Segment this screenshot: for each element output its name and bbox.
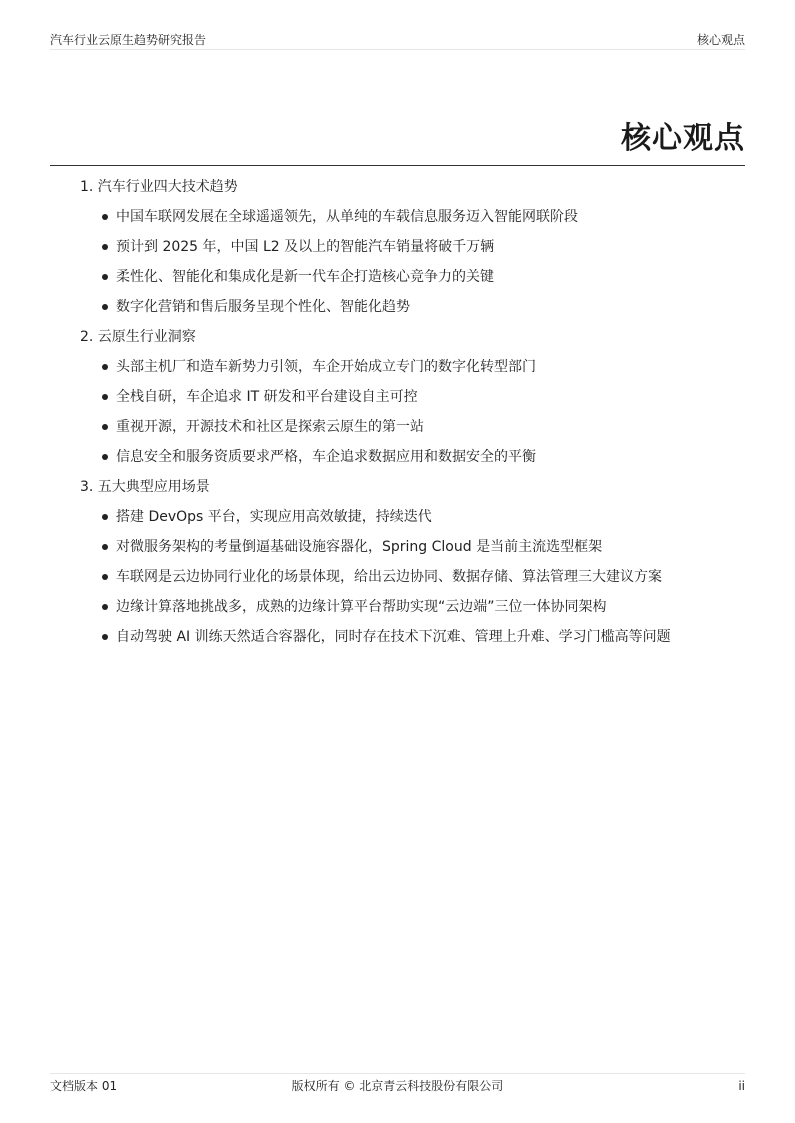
page-header	[50, 31, 745, 49]
bullet-icon	[102, 544, 108, 550]
bullet-icon	[102, 454, 108, 460]
section-cloud-native-insights	[80, 322, 740, 472]
footer-page-number: ii	[738, 1079, 745, 1093]
list-item	[80, 442, 740, 472]
list-item-text: 信息安全和服务资质要求严格，车企追求数据应用和数据安全的平衡	[116, 449, 536, 465]
list-item-text: 全栈自研，车企追求 IT 研发和平台建设自主可控	[116, 389, 418, 405]
bullet-icon	[102, 214, 108, 220]
bullet-list	[80, 352, 740, 472]
bullet-icon	[102, 514, 108, 520]
bullet-list	[80, 202, 740, 322]
bullet-icon	[102, 424, 108, 430]
list-item-text: 柔性化、智能化和集成化是新一代车企打造核心竞争力的关键	[116, 269, 494, 285]
list-item	[80, 232, 740, 262]
bullet-icon	[102, 244, 108, 250]
bullet-icon	[102, 274, 108, 280]
header-divider	[50, 49, 745, 50]
footer-copyright: 版权所有 © 北京青云科技股份有限公司	[291, 1079, 504, 1093]
list-item-text: 中国车联网发展在全球遥遥领先，从单纯的车载信息服务迈入智能网联阶段	[116, 209, 578, 225]
list-item-text: 对微服务架构的考量倒逼基础设施容器化，Spring Cloud 是当前主流选型框架	[116, 539, 603, 555]
list-item	[80, 352, 740, 382]
bullet-list	[80, 502, 740, 652]
list-item-text: 自动驾驶 AI 训练天然适合容器化，同时存在技术下沉难、管理上升难、学习门槛高等问题	[116, 629, 671, 645]
section-heading: 2. 云原生行业洞察	[80, 329, 196, 345]
title-divider	[50, 165, 745, 166]
list-item	[80, 382, 740, 412]
list-item-text: 预计到 2025 年，中国 L2 及以上的智能汽车销量将破千万辆	[116, 239, 495, 255]
list-item-text: 数字化营销和售后服务呈现个性化、智能化趋势	[116, 299, 410, 315]
bullet-icon	[102, 634, 108, 640]
bullet-icon	[102, 574, 108, 580]
bullet-icon	[102, 604, 108, 610]
list-item-text: 边缘计算落地挑战多，成熟的边缘计算平台帮助实现“云边端”三位一体协同架构	[116, 599, 607, 615]
bullet-icon	[102, 304, 108, 310]
section-heading: 3. 五大典型应用场景	[80, 479, 210, 495]
header-section-name: 核心观点	[696, 33, 745, 47]
key-points-content	[80, 172, 740, 652]
list-item	[80, 292, 740, 322]
section-tech-trends	[80, 172, 740, 322]
page-footer	[50, 1077, 745, 1095]
list-item	[80, 532, 740, 562]
header-document-title: 汽车行业云原生趋势研究报告	[50, 33, 207, 47]
section-application-scenarios	[80, 472, 740, 652]
bullet-icon	[102, 364, 108, 370]
list-item	[80, 262, 740, 292]
section-heading: 1. 汽车行业四大技术趋势	[80, 179, 238, 195]
page-title: 核心观点	[621, 121, 745, 156]
list-item	[80, 202, 740, 232]
bullet-icon	[102, 394, 108, 400]
list-item	[80, 622, 740, 652]
list-item	[80, 592, 740, 622]
list-item-text: 头部主机厂和造车新势力引领，车企开始成立专门的数字化转型部门	[116, 359, 536, 375]
list-item-text: 搭建 DevOps 平台，实现应用高效敏捷，持续迭代	[116, 509, 432, 525]
footer-doc-version: 文档版本 01	[50, 1079, 118, 1093]
list-item-text: 重视开源，开源技术和社区是探索云原生的第一站	[116, 419, 424, 435]
list-item-text: 车联网是云边协同行业化的场景体现，给出云边协同、数据存储、算法管理三大建议方案	[116, 569, 662, 585]
footer-divider	[50, 1073, 745, 1074]
list-item	[80, 562, 740, 592]
list-item	[80, 412, 740, 442]
list-item	[80, 502, 740, 532]
